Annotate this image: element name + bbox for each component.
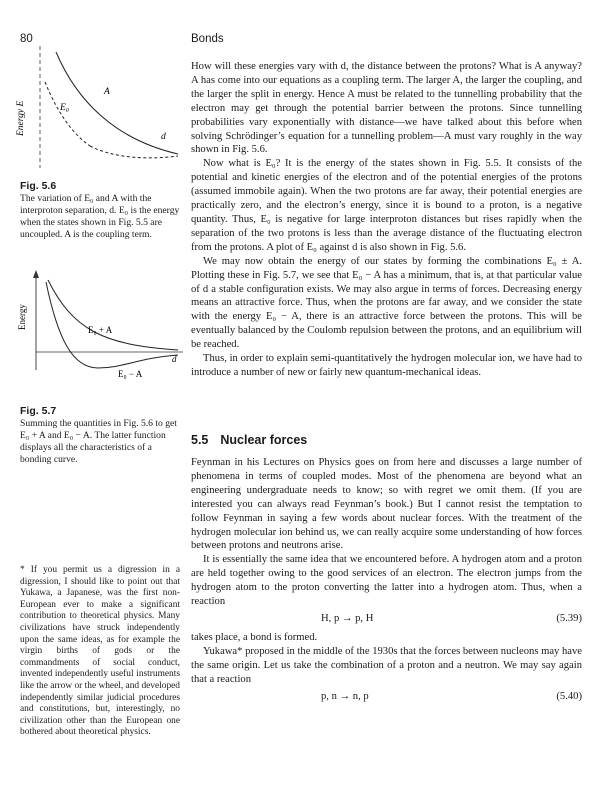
- paragraph: Now what is E₀? It is the energy of the states shown in Fig. 5.5. It consists of the potential and kinetic energies of the electron and of the potential energies of the protons (assumed immobile again). When the two protons are far away, their potential energies are practically zero, and the electron’s energy, since it is bound to a proton, is a negative quantity. Thus, E₀ is negative for large interproton distances but rises rapidly when the separation of the two protons is less than the average distance of the fluctuating electron from the protons. A plot of E₀ against d is also shown in Fig. 5.6.: [191, 158, 582, 253]
- equation-5-40: [191, 687, 582, 709]
- fig57-xlabel: d: [172, 354, 177, 364]
- paragraph: We may now obtain the energy of our states by forming the combinations E₀ ± A. Plotting these in Fig. 5.7, we see that E₀ − A has a minimum, that is, at that particular value of d a stable configuration exists. We may also argue in terms of forces. Decreasing energy means an attractive force. Thus, when the protons are far away, and we consider the state with the energy E₀ − A, there is an attractive force between the protons. This will be eventually balanced by the Coulomb repulsion between the protons, and an equilibrium will be reached.: [191, 255, 582, 351]
- fig56-ylabel: Energy E: [16, 100, 26, 136]
- page-number: 80: [20, 33, 33, 45]
- equation-text: p, n → n, p: [321, 690, 369, 702]
- footnote: * If you permit us a digression in a digression, I should like to point out that Yukawa, a Japanese, was the first non-European ever to make a significant contribution to theoretical physics. Many civilizations have struck independently upon the same ideas, as for example the virgin births of gods or the commandments of social conduct, invented independently useful instruments like the arrow or the wheel, and developed independently similar judicial procedures and constitutions, but, interestingly, no civilization other than the European one bothered about theoretical physics.: [20, 565, 180, 738]
- fig57-ylabel: Energy: [17, 304, 27, 330]
- section-heading: [191, 433, 319, 447]
- equation-5-39: [191, 609, 582, 631]
- section-title: Nuclear forces: [220, 433, 308, 447]
- paragraph: Feynman in his Lectures on Physics goes on from here and discusses a large number of phenomena in terms of coupled modes. Most of the phenomena are beyond what an engineering undergraduate needs to know; so with regret we omit them. (If you are interested you can always read Feynman’s book.) But I cannot resist the temptation to follow Feynman in saying a few words about nuclear forces. With the treatment of the hydrogen molecular ion behind us, we can really acquire some understanding of how forces between protons and neutrons arise.: [191, 457, 582, 552]
- paragraph: Yukawa* proposed in the middle of the 1930s that the forces between nucleons may have the same origin. Let us take the combination of a proton and a neutron. We may say again that a reaction: [191, 645, 582, 685]
- fig57-curve-plus: [48, 280, 178, 350]
- fig57-y-arrow: [33, 270, 39, 278]
- paragraph: takes place, a bond is formed.: [191, 631, 318, 643]
- paragraph: It is essentially the same idea that we encountered before. A hydrogen atom and a proton are held together owing to the good services of an electron. The electron jumps from the hydrogen atom to the proton converting the latter into a hydrogen atom. Thus, when a reaction: [191, 554, 582, 608]
- equation-text: H, p → p, H: [321, 612, 374, 624]
- fig56-caption: The variation of E₀ and A with the interproton separation, d. E₀ is the energy when the states shown in Fig. 5.5 are uncoupled. A is the coupling term.: [20, 193, 180, 240]
- fig56-curve-a: [56, 52, 178, 154]
- fig56-title: Fig. 5.6: [20, 180, 57, 192]
- fig56-xlabel: d: [161, 132, 166, 142]
- fig57-title: Fig. 5.7: [20, 405, 57, 417]
- section-number: 5.5: [191, 433, 209, 447]
- figure-5-6: [18, 44, 188, 174]
- equation-number: (5.39): [556, 612, 582, 624]
- fig57-label-minus: E₀ − A: [118, 369, 143, 379]
- figure-5-7: [18, 270, 188, 380]
- fig56-label-e0: E₀: [60, 103, 70, 113]
- paragraph: How will these energies vary with d, the distance between the protons? What is A anyway? A has come into our equations as a coupling term. The larger A, the larger the coupling, and the larger the split in energy. Hence A must be related to the tunnelling probability that the electron may get through the potential barrier between the protons. Since tunnelling probabilities vary exponentially with distance—we have talked about this before when solving Schrödinger’s equation for a tunnelling problem—A must vary roughly in the way shown in Fig. 5.6.: [191, 61, 582, 156]
- fig56-label-a: A: [104, 87, 110, 97]
- fig57-caption: Summing the quantities in Fig. 5.6 to get E₀ + A and E₀ − A. The latter function displays all the characteristics of a bonding curve.: [20, 418, 177, 465]
- fig57-label-plus: E₀ + A: [88, 325, 113, 335]
- equation-number: (5.40): [556, 690, 582, 702]
- body-upper: [191, 60, 582, 380]
- body-lower: [191, 456, 582, 709]
- running-head: Bonds: [191, 33, 224, 45]
- fig56-curve-e0: [45, 82, 90, 146]
- paragraph: Thus, in order to explain semi-quantitatively the hydrogen molecular ion, we have had to introduce a number of new or fairly new quantum-mechanical ideas.: [191, 353, 582, 378]
- fig56-curve-e0-tail: [90, 146, 178, 158]
